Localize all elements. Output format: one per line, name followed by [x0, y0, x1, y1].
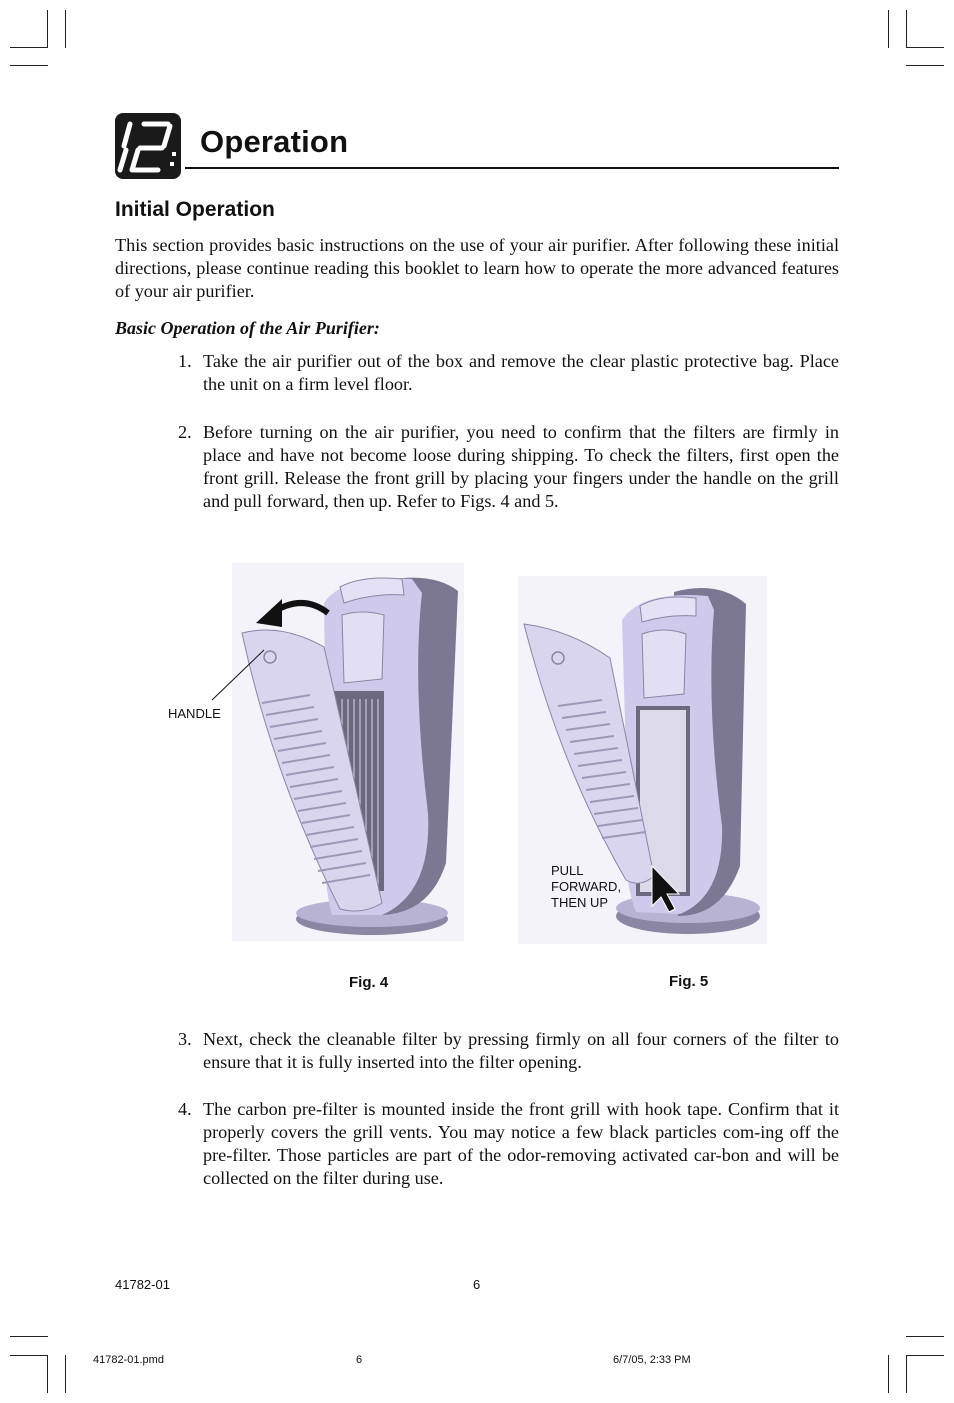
- slug-page: 6: [356, 1354, 363, 1366]
- list-item-text: The carbon pre-filter is mounted inside the front grill with hook tape. Confirm that it properly covers the grill vents. You may notice a few black particles com-ing off the pre-filter. Those particles are part of the odor-removing activated car-bon and will be collected on the filter during use.: [203, 1099, 839, 1188]
- list-item-text: Take the air purifier out of the box and remove the clear plastic protective bag. Place the unit on a firm level floor.: [203, 351, 839, 394]
- pull-forward-callout: PULL FORWARD, THEN UP: [551, 863, 622, 910]
- list-item-number: 1.: [178, 351, 192, 371]
- section-heading: Initial Operation: [115, 198, 275, 221]
- list-item-text: Next, check the cleanable filter by pressing firmly on all four corners of the filter to ensure that it is fully inserted into the filter opening.: [203, 1029, 839, 1072]
- page-title: Operation: [200, 124, 349, 159]
- figure-5-caption: Fig. 5: [669, 973, 709, 990]
- slug-timestamp: 6/7/05, 2:33 PM: [613, 1354, 691, 1366]
- clock-digits-icon: [114, 112, 182, 180]
- list-item: [178, 1028, 839, 1076]
- list-item: [178, 1098, 839, 1192]
- handle-leader-line: [208, 648, 268, 702]
- list-item: [178, 350, 839, 398]
- list-item: [178, 421, 839, 515]
- figure-4-illustration: [232, 563, 464, 941]
- intro-paragraph: This section provides basic instructions on the use of your air purifier. After following these initial directions, please continue reading this booklet to learn how to operate the more advanced features of your air purifier.: [115, 235, 839, 301]
- list-item-number: 3.: [178, 1029, 192, 1049]
- list-item-number: 2.: [178, 422, 192, 442]
- slug-file: 41782-01.pmd: [93, 1354, 164, 1366]
- list-item-number: 4.: [178, 1099, 192, 1119]
- doc-number: 41782-01: [115, 1277, 170, 1292]
- list-item-text: Before turning on the air purifier, you need to confirm that the filters are firmly in place and have not become loose during shipping. To check the filters, first open the front grill. Release the front grill by placing your fingers under the handle on the grill and pull forward, then up. Refer to Figs. 4 and 5.: [203, 422, 839, 511]
- title-rule: [185, 167, 839, 169]
- subsection-heading: Basic Operation of the Air Purifier:: [115, 318, 380, 338]
- page-number: 6: [473, 1277, 481, 1292]
- figure-4-caption: Fig. 4: [349, 974, 389, 991]
- handle-callout: HANDLE: [168, 706, 221, 721]
